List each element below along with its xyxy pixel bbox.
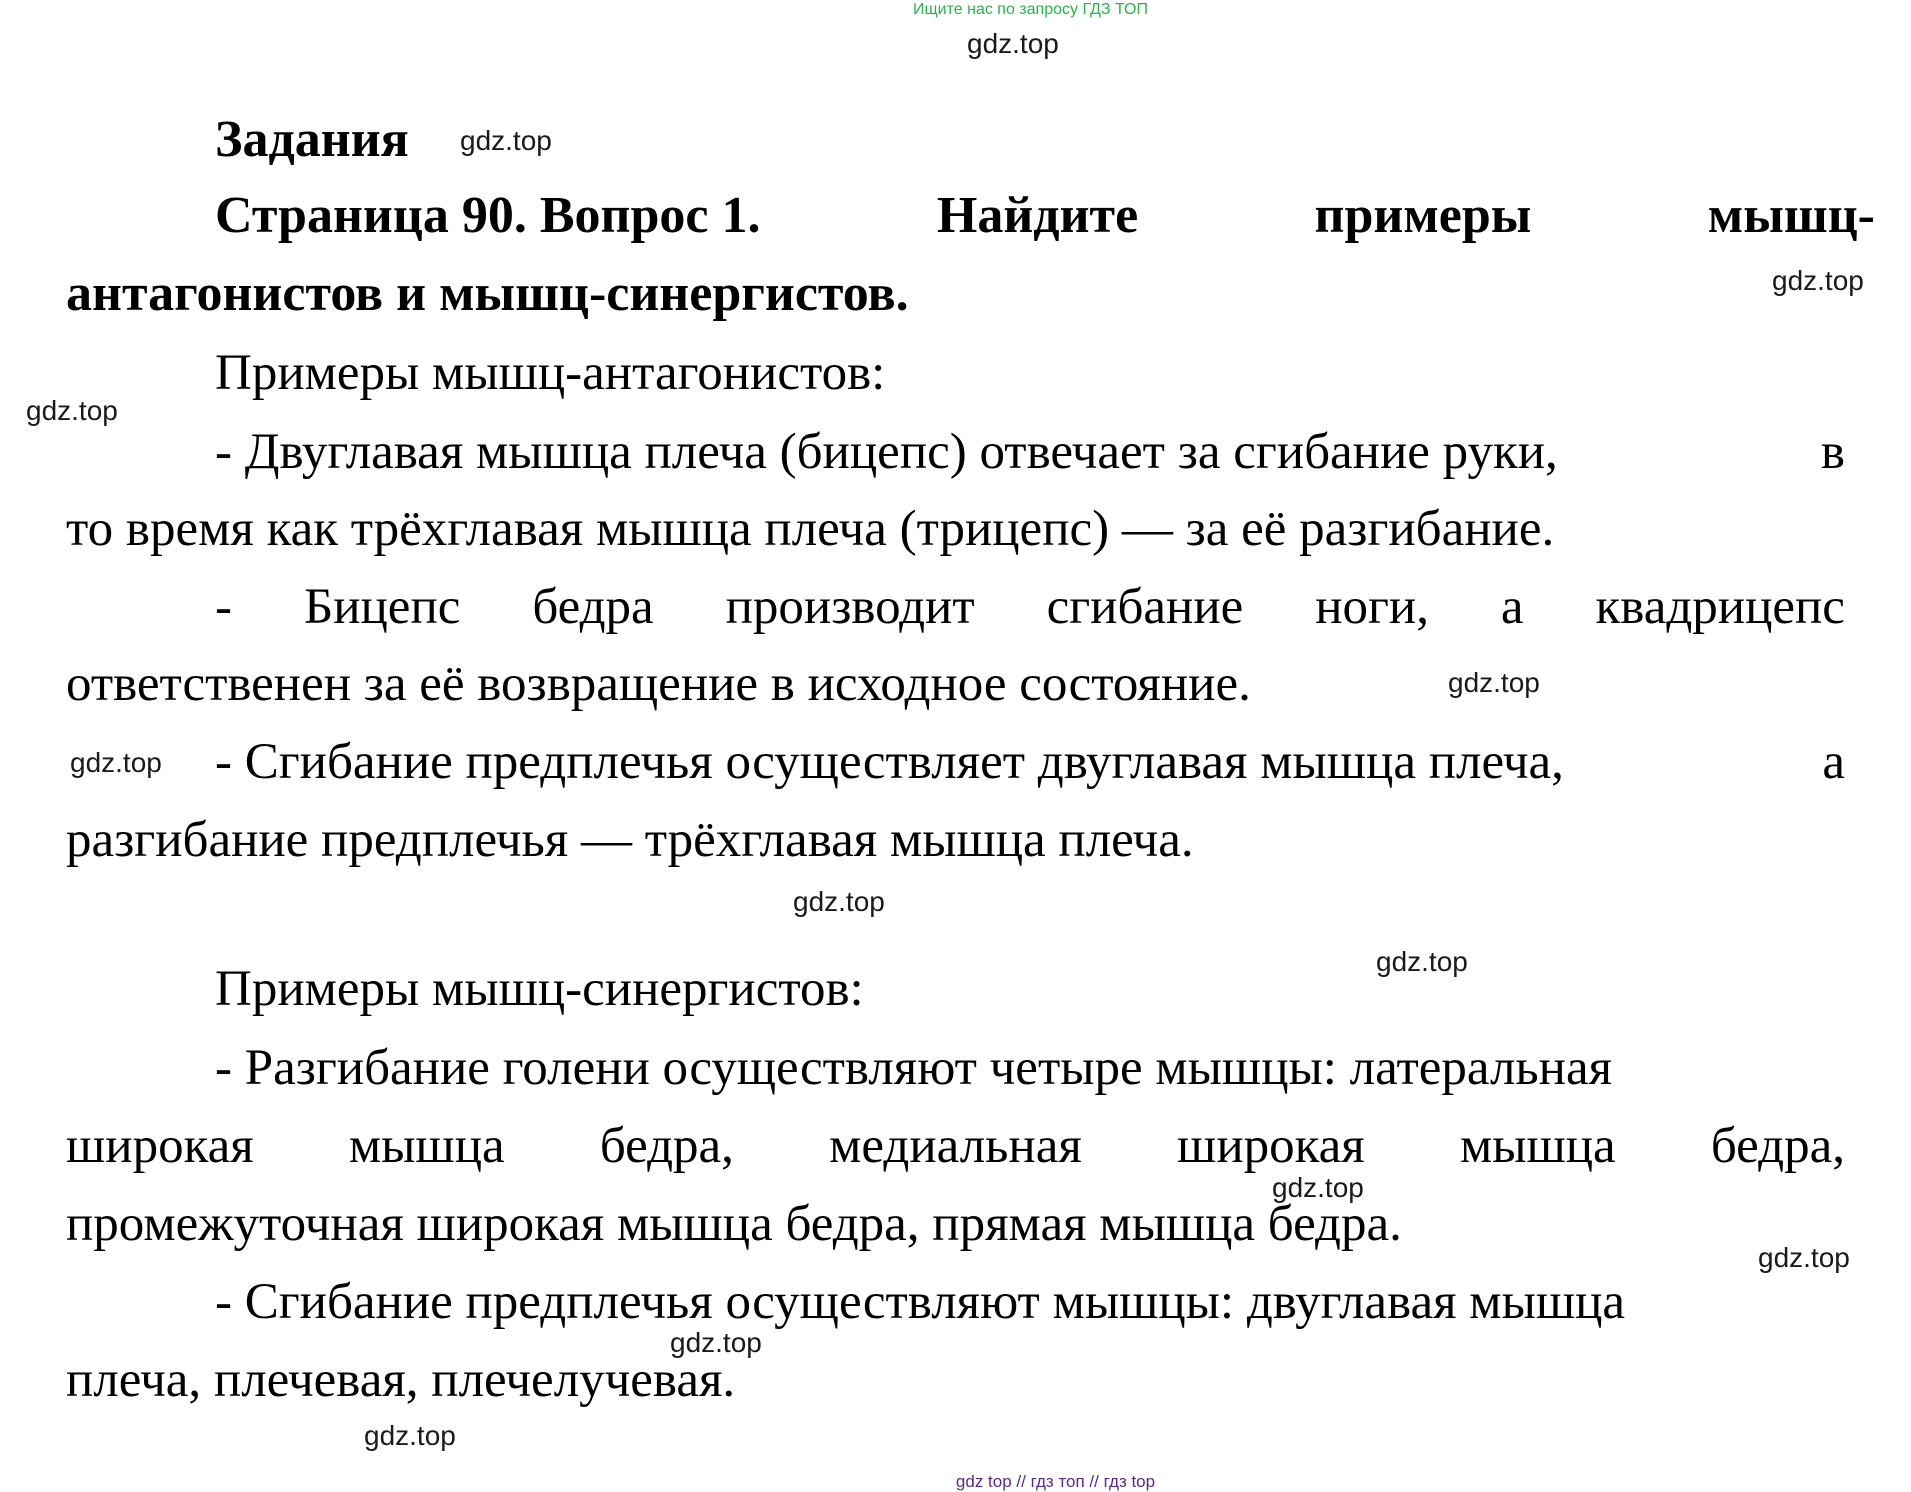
watermark: gdz.top <box>1272 1172 1364 1203</box>
question-word: мышц- <box>1707 187 1875 244</box>
antagonists-p3-line1 <box>215 733 1845 791</box>
antagonists-p3-line2: разгибание предплечья — трёхглавая мышца плеча. <box>66 812 1194 868</box>
text-word: медиальная <box>829 1118 1082 1174</box>
footer-links[interactable]: gdz top // гдз топ // гдз top <box>955 1472 1156 1491</box>
text-word: широкая <box>66 1118 254 1174</box>
text-word: мышца <box>348 1118 505 1174</box>
antagonists-title: Примеры мышц-антагонистов: <box>215 345 886 401</box>
watermark: gdz.top <box>793 886 885 917</box>
watermark: gdz.top <box>70 747 162 778</box>
text-segment: - Двуглавая мышца плеча (бицепс) отвечает за сгибание руки, <box>215 424 1558 480</box>
question-line-1 <box>215 186 1875 245</box>
watermark: gdz.top <box>967 28 1059 59</box>
text-word: бедра <box>532 579 654 635</box>
watermark: gdz.top <box>1758 1242 1850 1273</box>
watermark: gdz.top <box>1448 667 1540 698</box>
text-word: бедра, <box>1710 1118 1845 1174</box>
text-word: Бицепс <box>303 579 461 635</box>
watermark: gdz.top <box>26 395 118 426</box>
text-word: а <box>1500 579 1524 635</box>
synergists-title: Примеры мышц-синергистов: <box>215 961 864 1017</box>
question-word: Найдите <box>936 187 1139 244</box>
watermark: gdz.top <box>1376 946 1468 977</box>
antagonists-p1-line2: то время как трёхглавая мышца плеча (трицепс) — за её разгибание. <box>66 501 1555 557</box>
antagonists-p1-line1 <box>215 423 1845 481</box>
text-word: производит <box>725 579 975 635</box>
watermark: gdz.top <box>670 1327 762 1358</box>
question-line-2: антагонистов и мышц-синергистов. <box>66 265 909 322</box>
text-word: мышца <box>1459 1118 1616 1174</box>
synergists-p1-line3: промежуточная широкая мышца бедра, прямая мышца бедра. <box>66 1196 1402 1252</box>
synergists-p1-line2 <box>66 1117 1845 1175</box>
text-word: сгибание <box>1046 579 1244 635</box>
watermark: gdz.top <box>460 125 552 156</box>
text-word: бедра, <box>599 1118 734 1174</box>
antagonists-p2-line1 <box>215 578 1845 636</box>
watermark: gdz.top <box>1772 265 1864 296</box>
text-segment: а <box>1822 734 1845 790</box>
text-segment: - Сгибание предплечья осуществляет двуглавая мышца плеча, <box>215 734 1564 790</box>
synergists-p1-line1: - Разгибание голени осуществляют четыре мышцы: латеральная <box>215 1040 1613 1096</box>
question-word: примеры <box>1314 187 1532 244</box>
text-word: квадрицепс <box>1595 579 1845 635</box>
watermark: gdz.top <box>364 1420 456 1451</box>
synergists-p2-line1: - Сгибание предплечья осуществляют мышцы: двуглавая мышца <box>215 1274 1626 1330</box>
top-banner[interactable]: Ищите нас по запросу ГДЗ ТОП <box>913 1 1148 18</box>
text-word: широкая <box>1177 1118 1365 1174</box>
synergists-p2-line2: плеча, плечевая, плечелучевая. <box>66 1352 736 1408</box>
text-word: ноги, <box>1315 579 1429 635</box>
antagonists-p2-line2: ответственен за её возвращение в исходное состояние. <box>66 656 1251 712</box>
section-heading: Задания <box>215 111 409 168</box>
text-word: - <box>215 579 232 635</box>
question-word: Страница 90. Вопрос 1. <box>215 187 761 244</box>
text-segment: в <box>1820 424 1845 480</box>
